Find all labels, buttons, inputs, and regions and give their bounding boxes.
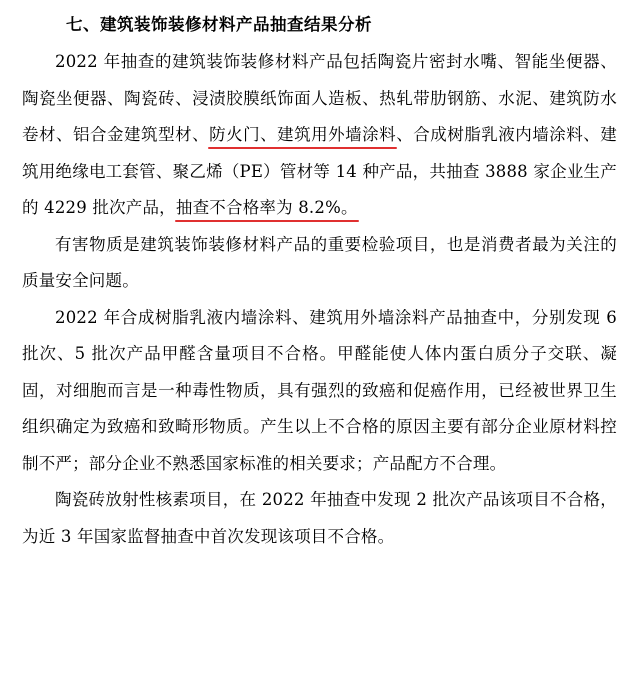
paragraph-1-highlight-products: 防火门、建筑用外墙涂料 <box>209 125 397 144</box>
paragraph-2 <box>22 227 617 300</box>
paragraph-4-text: 陶瓷砖放射性核素项目，在 2022 年抽查中发现 2 批次产品该项目不合格，为近 3 年国家监督抽查中首次发现该项目不合格。 <box>22 490 617 546</box>
paragraph-1-segment-1: 2022 年抽查的建筑装饰装修材料产品包括陶瓷片密封水嘴、智能坐便器、陶瓷坐便器、陶瓷砖、浸渍胶膜纸饰面人造板、热轧带肋钢筋、水泥、建筑防水卷材、铝合金建筑型材、 <box>22 52 617 144</box>
page-title: 七、建筑装饰装修材料产品抽查结果分析 <box>66 15 372 34</box>
paragraph-4 <box>22 482 617 555</box>
paragraph-3-text: 2022 年合成树脂乳液内墙涂料、建筑用外墙涂料产品抽查中，分别发现 6 批次、5 批次产品甲醛含量项目不合格。甲醛能使人体内蛋白质分子交联、凝固，对细胞而言是一种毒性物质，具有强烈的致癌和促癌作用，已经被世界卫生组织确定为致癌和致畸形物质。产生以上不合格的原因主要有部分企业原材料控制不严；部分企业不熟悉国家标准的相关要求；产品配方不合理。 <box>22 307 617 473</box>
paragraph-3 <box>22 300 617 483</box>
paragraph-1-highlight-failure-rate: 抽查不合格率为 8.2%。 <box>175 198 358 217</box>
paragraph-1 <box>22 44 617 227</box>
paragraph-2-text: 有害物质是建筑装饰装修材料产品的重要检验项目，也是消费者最为关注的质量安全问题。 <box>22 234 617 290</box>
paragraph-1-segment-3: 、合成树脂乳液内墙涂料、建筑用绝缘电工套管、聚乙烯（PE）管材等 14 种产品，共抽查 3888 家企业生产的 4229 批次产品， <box>22 125 617 217</box>
